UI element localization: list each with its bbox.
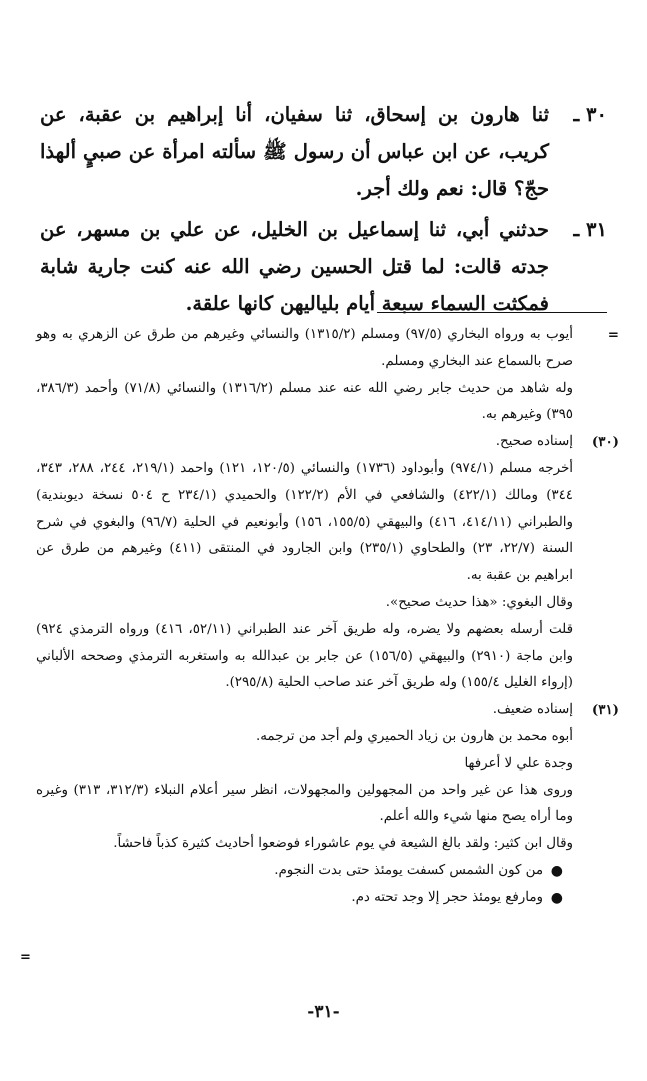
hadith-text: حدثني أبي، ثنا إسماعيل بن الخليل، عن علي بن مسهر، عن جدته قالت: لما قتل الحسين رضي الله عنه كنت جارية شابة فمكثت السماء سبعة أيام بلياليهن كانها علقة.	[40, 218, 549, 315]
footnote-line: وقال البغوي: «هذا حديث صحيح».	[385, 594, 573, 610]
hadith-30	[40, 96, 607, 207]
bullet-text: ومارفع يومئذ حجر إلا وجد تحته دم.	[351, 889, 543, 905]
continuation-mark: =	[607, 327, 619, 343]
footnote-line: أيوب به ورواه البخاري (٩٧/٥) ومسلم (١٣١٥/٢) والنسائي وغيرهم من طرق عن الزهري به وهو صرح بالسماع عند البخاري ومسلم.	[36, 327, 573, 369]
footnote-continued	[36, 322, 619, 429]
hadith-text: ثنا هارون بن إسحاق، ثنا سفيان، أنا إبراهيم بن عقبة، عن كريب، عن ابن عباس أن رسول ﷺ سألته امرأة عن صبيٍ ألهذا حجّ؟ قال: نعم ولك أجر.	[40, 103, 549, 200]
footnote-line: أخرجه مسلم (٩٧٤/١) وأبوداود (١٧٣٦) والنسائي (١٢٠/٥، ١٢١) واحمد (٢١٩/١، ٢٤٤، ٢٨٨، ٣٤٣، ٣٤٤) ومالك (٤٢٢/١) والشافعي في الأم (١٢٢/٢) والحميدي (٢٣٤/١ ح ٥٠٤ نسخة ديوبندية) والطبراني (٤١٤/١١، ٤١٦) والبيهقي (١٥٥/٥، ١٥٦) وأبونعيم في الحلية (٩٦/٧) والبغوي في شرح السنة (٢٢/٧، ٢٣) والطحاوي (٢٣٥/١) وابن الجارود في المنتقى (٤١١) وغيرهم من طرق عن ابراهيم بن عقبة به.	[36, 460, 573, 584]
footnote-line: قلت أرسله بعضهم ولا يضره، وله طريق آخر عند الطبراني (٥٢/١١، ٤١٦) ورواه الترمذي ٩٢٤) وابن ماجة (٢٩١٠) والبيهقي (١٥٦/٥) عن جابر بن عبدالله به واستغربه الترمذي وصححه الألباني (إرواء الغليل ١٥٥/٤) وله طريق آخر عند صاحب الحلية (٢٩٥/٨).	[36, 621, 574, 691]
footnote-line: وروى هذا عن غير واحد من المجهولين والمجهولات، انظر سير أعلام النبلاء (٣١٢/٣، ٣١٣) وغيره وما أراه يصح منها شيء والله أعلم.	[36, 782, 573, 825]
footnote-31	[36, 697, 619, 911]
bullet-item	[36, 885, 573, 912]
footnote-30	[36, 429, 619, 697]
footnote-line: وله شاهد من حديث جابر رضي الله عنه عند مسلم (١٣١٦/٢) والنسائي (٧١/٨) وأحمد (٣٨٦/٣، ٣٩٥) وغيرهم به.	[36, 380, 573, 423]
bullet-icon: ●	[550, 889, 563, 906]
hadith-number: ٣١ ـ	[573, 218, 607, 241]
footnote-number: (٣١)	[591, 702, 619, 719]
footnote-line: إسناده صحيح.	[495, 434, 573, 450]
main-text	[40, 96, 607, 326]
footnote-number: (٣٠)	[591, 434, 619, 451]
page-number: -٣١-	[307, 1002, 340, 1022]
hadith-number: ٣٠ ـ	[573, 103, 607, 126]
bullet-text: من كون الشمس كسفت يومئذ حتى بدت النجوم.	[274, 862, 543, 878]
bullet-item	[36, 858, 573, 885]
footnote-line: وجدة علي لا أعرفها	[464, 755, 573, 771]
bullet-icon: ●	[550, 862, 563, 879]
footnote-line: إسناده ضعيف.	[492, 702, 573, 718]
continuation-mark: =	[20, 950, 31, 965]
hadith-31	[40, 211, 607, 322]
footnote-separator	[377, 312, 607, 313]
footnotes	[36, 322, 619, 912]
footnote-line: أبوه محمد بن هارون بن زياد الحميري ولم أجد من ترجمه.	[255, 728, 573, 744]
footnote-line: وقال ابن كثير: ولقد بالغ الشيعة في يوم عاشوراء فوضعوا أحاديث كثيرة كذباً فاحشاً.	[113, 836, 573, 852]
